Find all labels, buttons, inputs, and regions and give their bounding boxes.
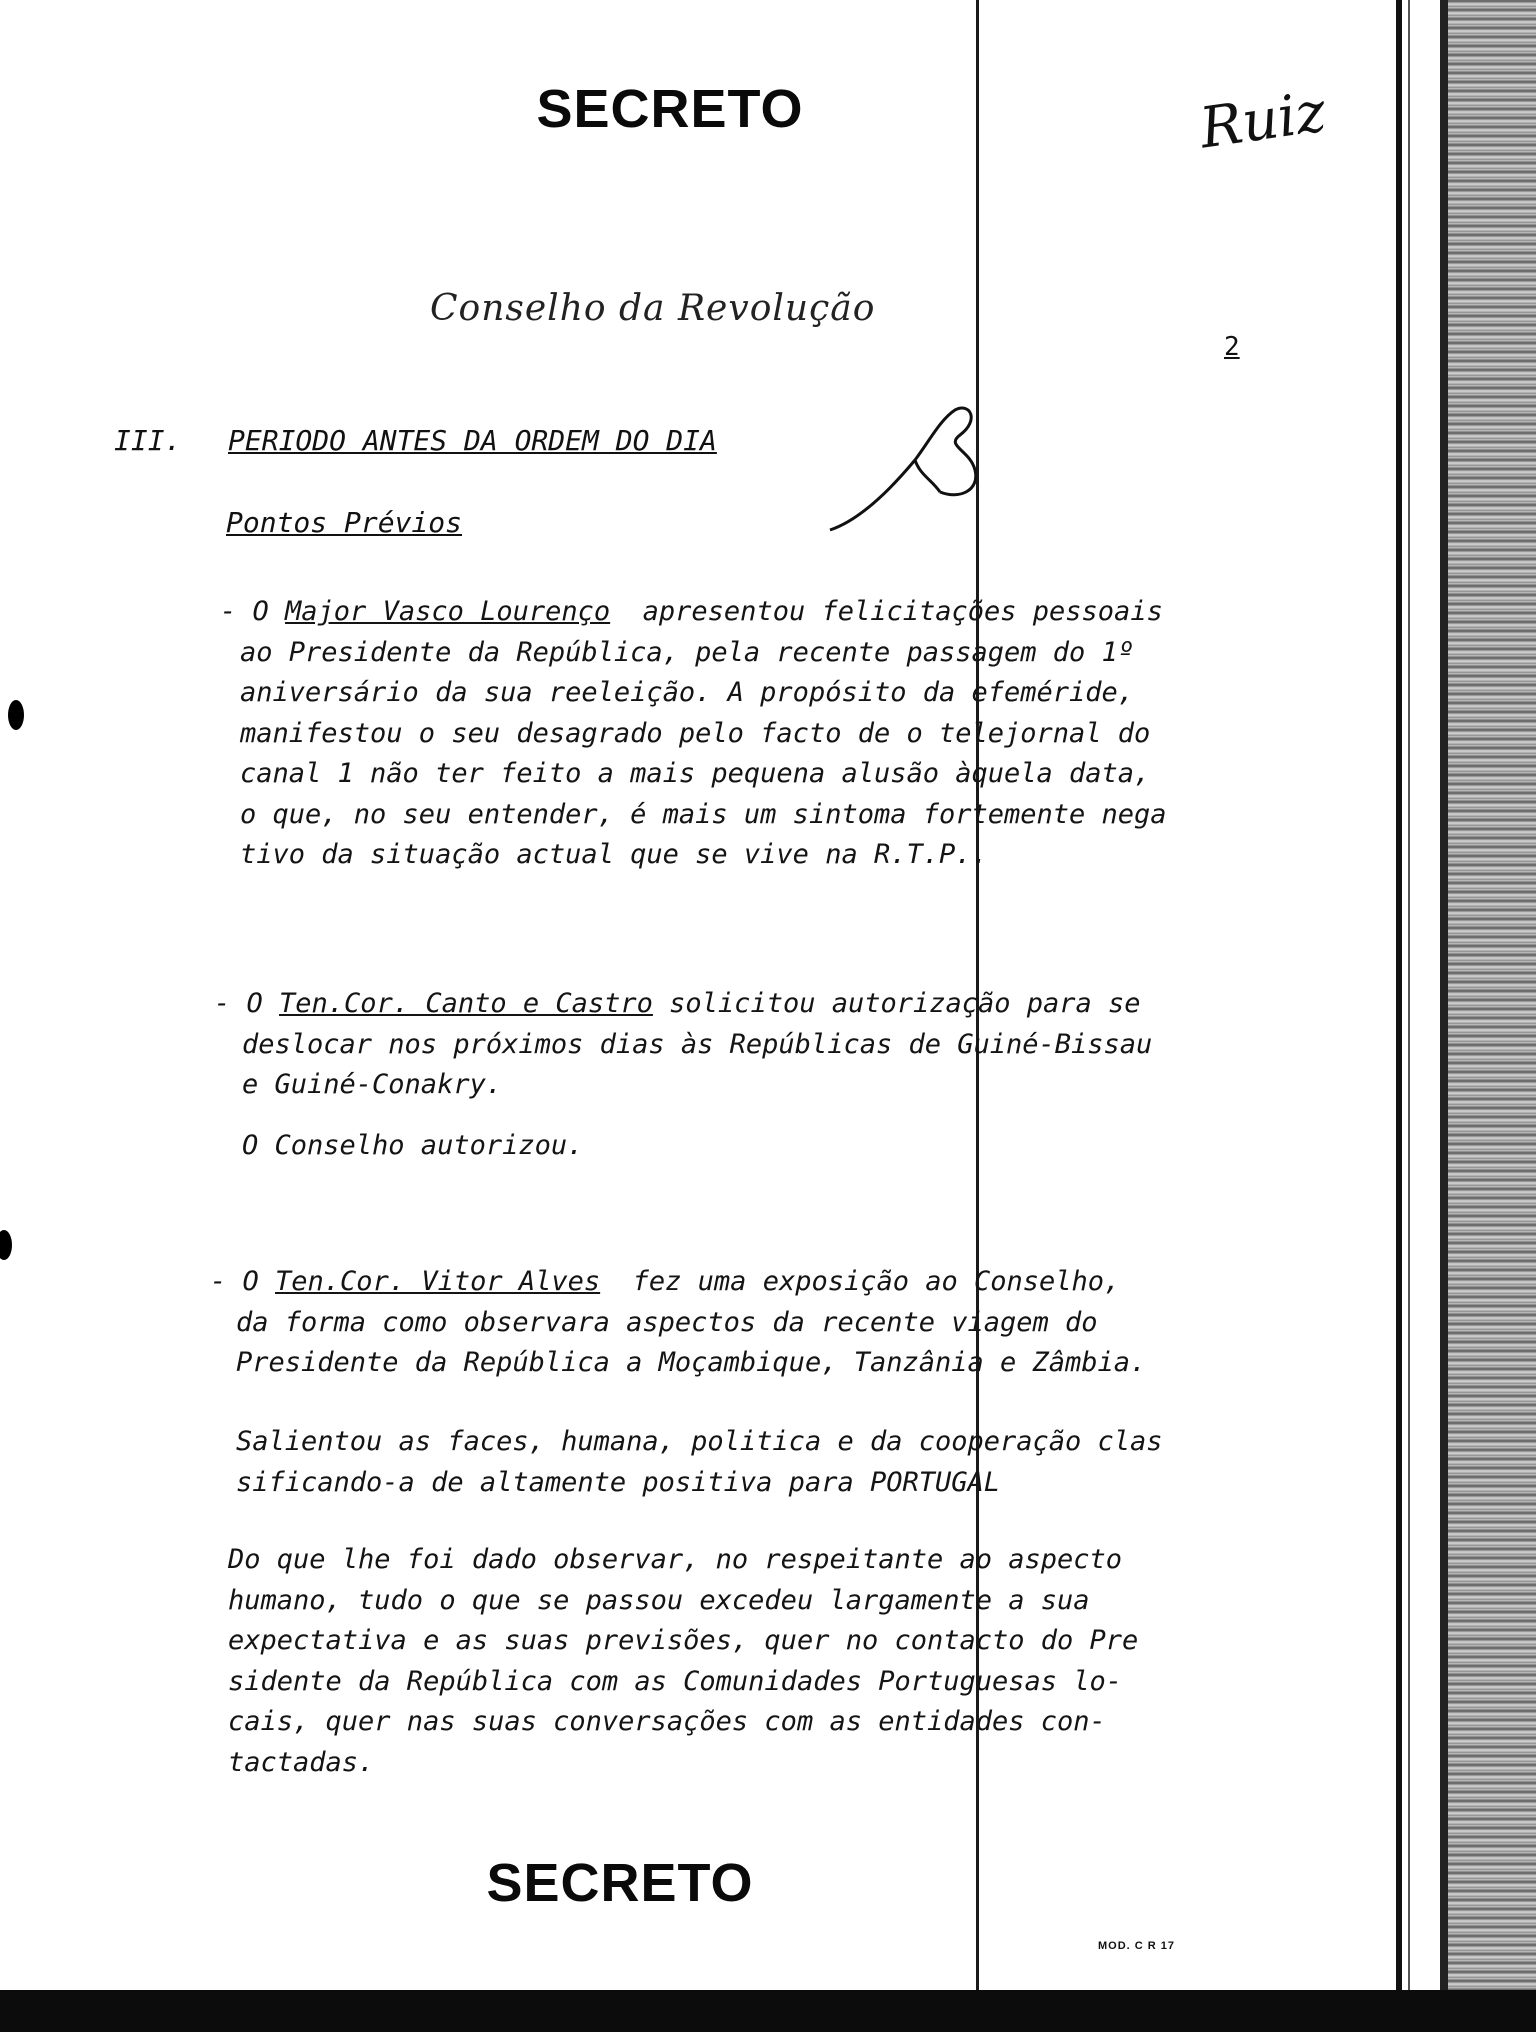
bullet-lead: - O xyxy=(214,988,280,1019)
paragraph-line: aniversário da sua reeleição. A propósito da efeméride, xyxy=(240,677,1135,708)
form-code: MOD. C R 17 xyxy=(1098,1940,1176,1952)
subsection-title: Pontos Prévios xyxy=(226,506,463,539)
page-number: 2 xyxy=(1224,332,1240,362)
speaker-name: Major Vasco Lourenço xyxy=(285,596,611,627)
paragraph-autorizacao xyxy=(214,984,1152,1106)
paragraph-line: humano, tudo o que se passou excedeu largamente a sua xyxy=(228,1584,1090,1616)
paragraph-line: Do que lhe foi dado observar, no respeitante ao aspecto xyxy=(228,1544,1123,1575)
paragraph-felicitacoes xyxy=(220,592,1167,876)
paragraph-line: tivo da situação actual que se vive na R.T.P.. xyxy=(240,839,988,870)
letterhead: Conselho da Revolução xyxy=(430,288,876,329)
speaker-name: Ten.Cor. Canto e Castro xyxy=(279,988,653,1019)
classification-stamp-bottom: SECRETO xyxy=(486,1853,754,1913)
paragraph-line: Presidente da República a Moçambique, Tanzânia e Zâmbia. xyxy=(236,1347,1147,1378)
page-edge-shadow xyxy=(1396,0,1402,2032)
page-edge-line xyxy=(1408,0,1410,2032)
handwritten-initials: Ruiz xyxy=(1196,79,1330,162)
paragraph-line: cais, quer nas suas conversações com as entidades con- xyxy=(228,1706,1106,1737)
bullet-lead: - O xyxy=(210,1266,276,1297)
handwritten-scribble xyxy=(820,380,1000,550)
paragraph-line: o que, no seu entender, é mais um sintoma fortemente nega xyxy=(240,798,1167,830)
paragraph-line: Salientou as faces, humana, politica e da cooperação clas xyxy=(236,1426,1163,1457)
scan-bottom-band xyxy=(0,1990,1536,2032)
bullet-lead: - O xyxy=(220,596,286,627)
paragraph-line: manifestou o seu desagrado pelo facto de o telejornal do xyxy=(240,717,1151,749)
scan-border-noise xyxy=(1448,0,1536,2032)
paragraph-line: ao Presidente da República, pela recente passagem do 1º xyxy=(240,636,1135,668)
paragraph-line: fez uma exposição ao Conselho, xyxy=(600,1266,1121,1297)
section-number: III. xyxy=(114,424,182,457)
paragraph-salientou xyxy=(236,1422,1163,1503)
speaker-name: Ten.Cor. Vitor Alves xyxy=(275,1266,601,1297)
punch-hole xyxy=(0,1230,12,1260)
paragraph-line: canal 1 não ter feito a mais pequena alusão àquela data, xyxy=(240,758,1151,789)
paragraph-line: solicitou autorização para se xyxy=(652,988,1141,1019)
paragraph-line: sidente da República com as Comunidades Portuguesas lo- xyxy=(228,1665,1123,1697)
paragraph-line: apresentou felicitações pessoais xyxy=(610,596,1163,627)
paragraph-line: expectativa e as suas previsões, quer no contacto do Pre xyxy=(228,1625,1139,1656)
paragraph-line: tactadas. xyxy=(228,1746,375,1778)
paragraph-line: e Guiné-Conakry. xyxy=(242,1069,503,1100)
classification-stamp-top: SECRETO xyxy=(536,79,804,139)
paragraph-line: deslocar nos próximos dias às Repúblicas de Guiné-Bissau xyxy=(242,1028,1153,1060)
paragraph-exposicao xyxy=(210,1262,1146,1384)
paragraph-line: da forma como observara aspectos da recente viagem do xyxy=(236,1306,1098,1338)
section-title: PERIODO ANTES DA ORDEM DO DIA xyxy=(228,424,717,457)
punch-hole xyxy=(8,700,24,730)
paragraph-line: sificando-a de altamente positiva para PORTUGAL xyxy=(236,1466,1001,1498)
paragraph-observacoes xyxy=(228,1540,1138,1783)
paragraph-conselho-autorizou: O Conselho autorizou. xyxy=(242,1130,584,1161)
